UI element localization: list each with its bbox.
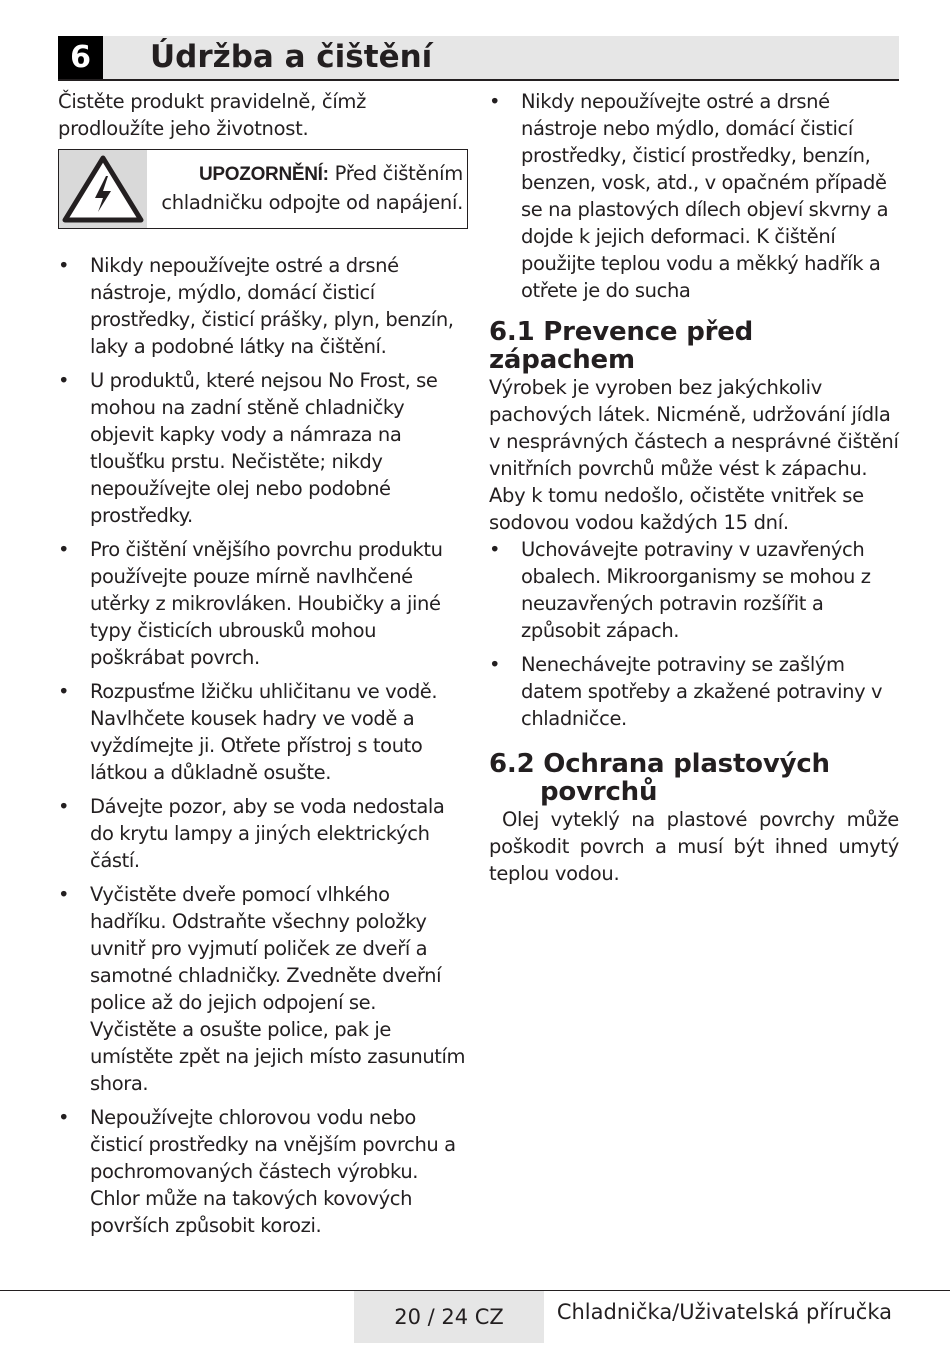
odor-paragraph-2: Aby k tomu nedošlo, očistěte vnitřek se sodovou vodou každých 15 dní. bbox=[489, 484, 864, 534]
warning-message: Před čištěním chladničku odpojte od napájení. bbox=[161, 162, 463, 214]
right-top-bullet-list bbox=[489, 88, 899, 304]
page-number: 20 / 24 CZ bbox=[354, 1291, 544, 1343]
list-item: • Nikdy nepoužívejte ostré a drsné nástroje, mýdlo, domácí čisticí prostředky, čisticí prášky, plyn, benzín, laky a podobné látky na čištění. bbox=[58, 252, 468, 360]
warning-label: UPOZORNĚNÍ: bbox=[198, 164, 329, 185]
heading-line-1: 6.2 Ochrana plastových bbox=[489, 749, 830, 779]
list-item: • Rozpusťme lžičku uhličitanu ve vodě. Navlhčete kousek hadry ve vodě a vyždímejte ji. Otřete přístroj s touto látkou a důkladně osušte. bbox=[58, 678, 468, 786]
section-heading-plastic-protection bbox=[489, 750, 899, 806]
left-column bbox=[58, 88, 468, 1246]
chapter-title: Údržba a čištění bbox=[150, 39, 433, 75]
list-item: • Nepoužívejte chlorovou vodu nebo čisticí prostředky na vnějším povrchu a pochromovaných částech výrobku. Chlor může na takových kovových površích způsobit korozi. bbox=[58, 1104, 468, 1239]
list-item: • U produktů, které nejsou No Frost, se mohou na zadní stěně chladničky objevit kapky vody a námraza na tloušťku prstu. Nečistěte; nikdy nepoužívejte olej nebo podobné prostředky. bbox=[58, 367, 468, 529]
warning-box bbox=[58, 149, 468, 229]
list-item: • Uchovávejte potraviny v uzavřených obalech. Mikroorganismy se mohou z neuzavřených potravin rozšířit a způsobit zápach. bbox=[489, 536, 899, 644]
list-item: • Nikdy nepoužívejte ostré a drsné nástroje nebo mýdlo, domácí čisticí prostředky, čisticí prostředky, benzín, benzen, vosk, atd., v opačném případě se na plastových dílech objeví skvrny a dojde k jejich deformaci. K čištění použijte teplou vodu a měkký hadřík a otřete je do sucha bbox=[489, 88, 899, 304]
list-item: • Nenechávejte potraviny se zašlým datem spotřeby a zkažené potraviny v chladničce. bbox=[489, 651, 899, 732]
section-heading-odor-prevention: 6.1 Prevence před zápachem bbox=[489, 317, 754, 375]
right-column bbox=[489, 88, 899, 887]
list-item: • Pro čištění vnějšího povrchu produktu používejte pouze mírně navlhčené utěrky z mikrovláken. Houbičky a jiné typy čisticích ubrousků mohou poškrábat povrch. bbox=[58, 536, 468, 671]
left-bullet-list bbox=[58, 252, 468, 1239]
list-item: • Dávejte pozor, aby se voda nedostala do krytu lampy a jiných elektrických částí. bbox=[58, 793, 468, 874]
electric-shock-warning-icon bbox=[59, 150, 147, 228]
odor-bullet-list bbox=[489, 536, 899, 732]
list-item: • Vyčistěte dveře pomocí vlhkého hadříku. Odstraňte všechny položky uvnitř pro vyjmutí poliček ze dveří a samotné chladničky. Zvedněte dveřní police až do jejich odpojení se. Vyčistěte a osušte police, pak je umístěte zpět na jejich místo zasunutím shora. bbox=[58, 881, 468, 1097]
odor-paragraph-1: Výrobek je vyroben bez jakýchkoliv pachových látek. Nicméně, udržování jídla v nesprávných částech a nesprávné čištění vnitřních povrchů může vést k zápachu. bbox=[489, 376, 899, 480]
intro-paragraph: Čistěte produkt pravidelně, čímž prodloužíte jeho životnost. bbox=[58, 90, 367, 140]
footer-document-title: Chladnička/Uživatelská příručka bbox=[556, 1300, 892, 1324]
chapter-number: 6 bbox=[58, 36, 103, 79]
warning-text bbox=[153, 160, 463, 217]
plastic-paragraph: Olej vyteklý na plastové povrchy může poškodit povrch a musí být ihned umytý teplou vodou. bbox=[489, 808, 899, 885]
heading-line-2: povrchů bbox=[540, 777, 658, 807]
